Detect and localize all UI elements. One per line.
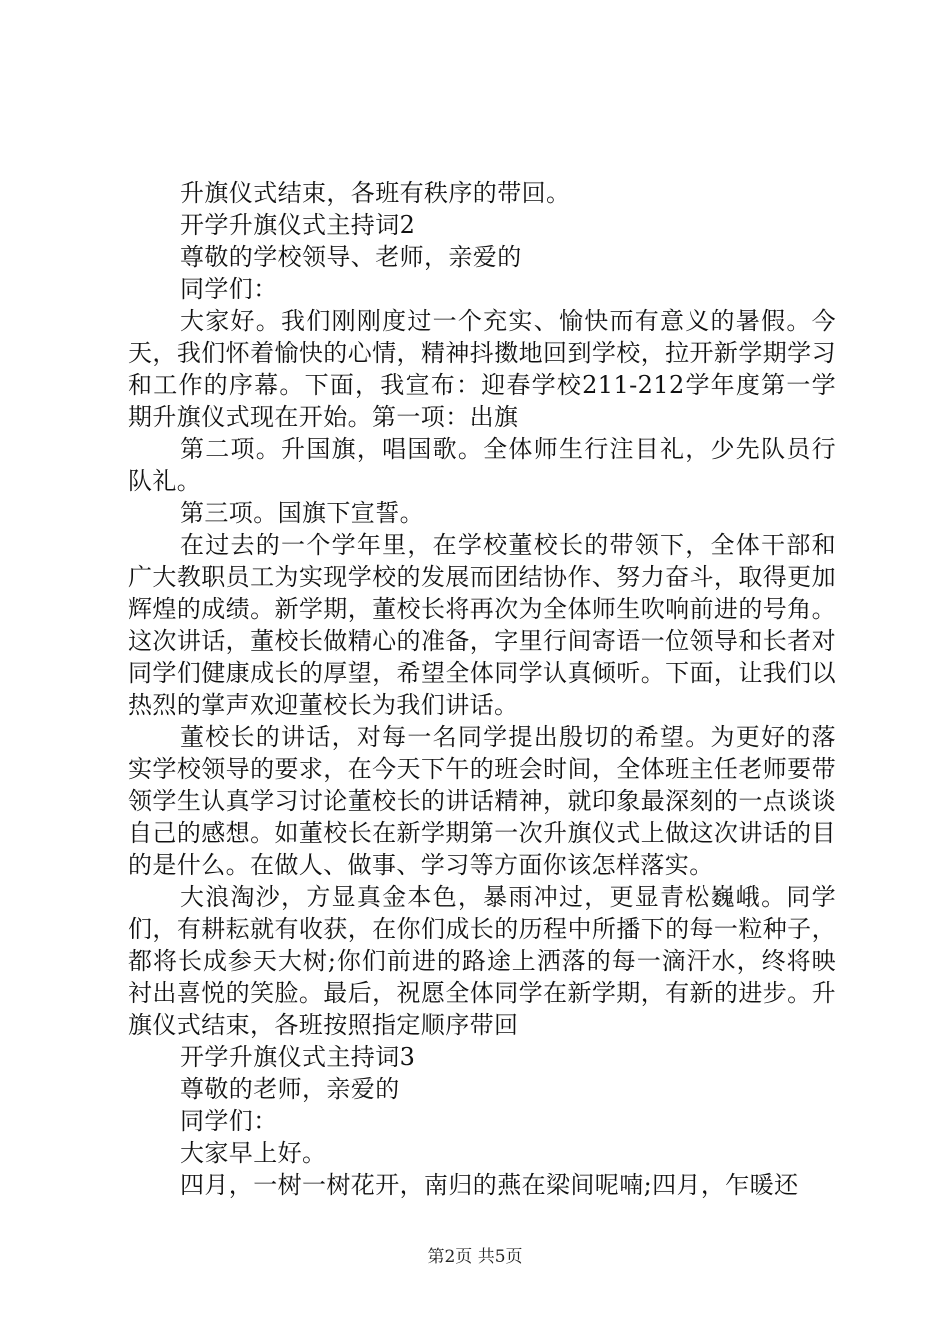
paragraph: 升旗仪式结束，各班有秩序的带回。 (180, 179, 571, 207)
paragraph: 在过去的一个学年里，在学校董校长的带领下，全体干部和广大教职员工为实现学校的发展而团结协作、努力奋斗，取得更加辉煌的成绩。新学期，董校长将再次为全体师生吹响前进的号角。这次讲话，董校长做精心的准备，字里行间寄语一位领导和长者对同学们健康成长的厚望，希望全体同学认真倾听。下面，让我们以热烈的掌声欢迎董校长为我们讲话。 (128, 531, 836, 719)
salutation: 尊敬的老师，亲爱的 (180, 1075, 400, 1103)
paragraph: 大家好。我们刚刚度过一个充实、愉快而有意义的暑假。今天，我们怀着愉快的心情，精神抖擞地回到学校，拉开新学期学习和工作的序幕。下面，我宣布：迎春学校211-212学年度第一学期升旗仪式现在开始。第一项：出旗 (128, 307, 836, 431)
section-heading: 开学升旗仪式主持词3 (180, 1043, 416, 1071)
salutation: 尊敬的学校领导、老师，亲爱的 (180, 243, 522, 271)
paragraph: 大浪淘沙，方显真金本色，暴雨冲过，更显青松巍峨。同学们，有耕耘就有收获，在你们成长的历程中所播下的每一粒种子，都将长成参天大树;你们前进的路途上洒落的每一滴汗水，终将映衬出喜悦的笑脸。最后，祝愿全体同学在新学期，有新的进步。升旗仪式结束，各班按照指定顺序带回 (128, 883, 836, 1039)
paragraph: 董校长的讲话，对每一名同学提出殷切的希望。为更好的落实学校领导的要求，在今天下午的班会时间，全体班主任老师要带领学生认真学习讨论董校长的讲话精神，就印象最深刻的一点谈谈自己的感想。如董校长在新学期第一次升旗仪式上做这次讲话的目的是什么。在做人、做事、学习等方面你该怎样落实。 (128, 723, 836, 879)
salutation: 同学们： (180, 275, 278, 303)
document-body (128, 177, 836, 1201)
section-heading: 开学升旗仪式主持词2 (180, 211, 416, 239)
paragraph: 四月，一树一树花开，南归的燕在梁间呢喃;四月，乍暖还 (180, 1171, 799, 1199)
paragraph: 第二项。升国旗，唱国歌。全体师生行注目礼，少先队员行队礼。 (128, 435, 836, 495)
page-footer (0, 1246, 950, 1268)
salutation: 同学们： (180, 1107, 278, 1135)
paragraph: 第三项。国旗下宣誓。 (180, 499, 424, 527)
paragraph: 大家早上好。 (180, 1139, 327, 1167)
page-number: 第2页 共5页 (427, 1247, 523, 1267)
